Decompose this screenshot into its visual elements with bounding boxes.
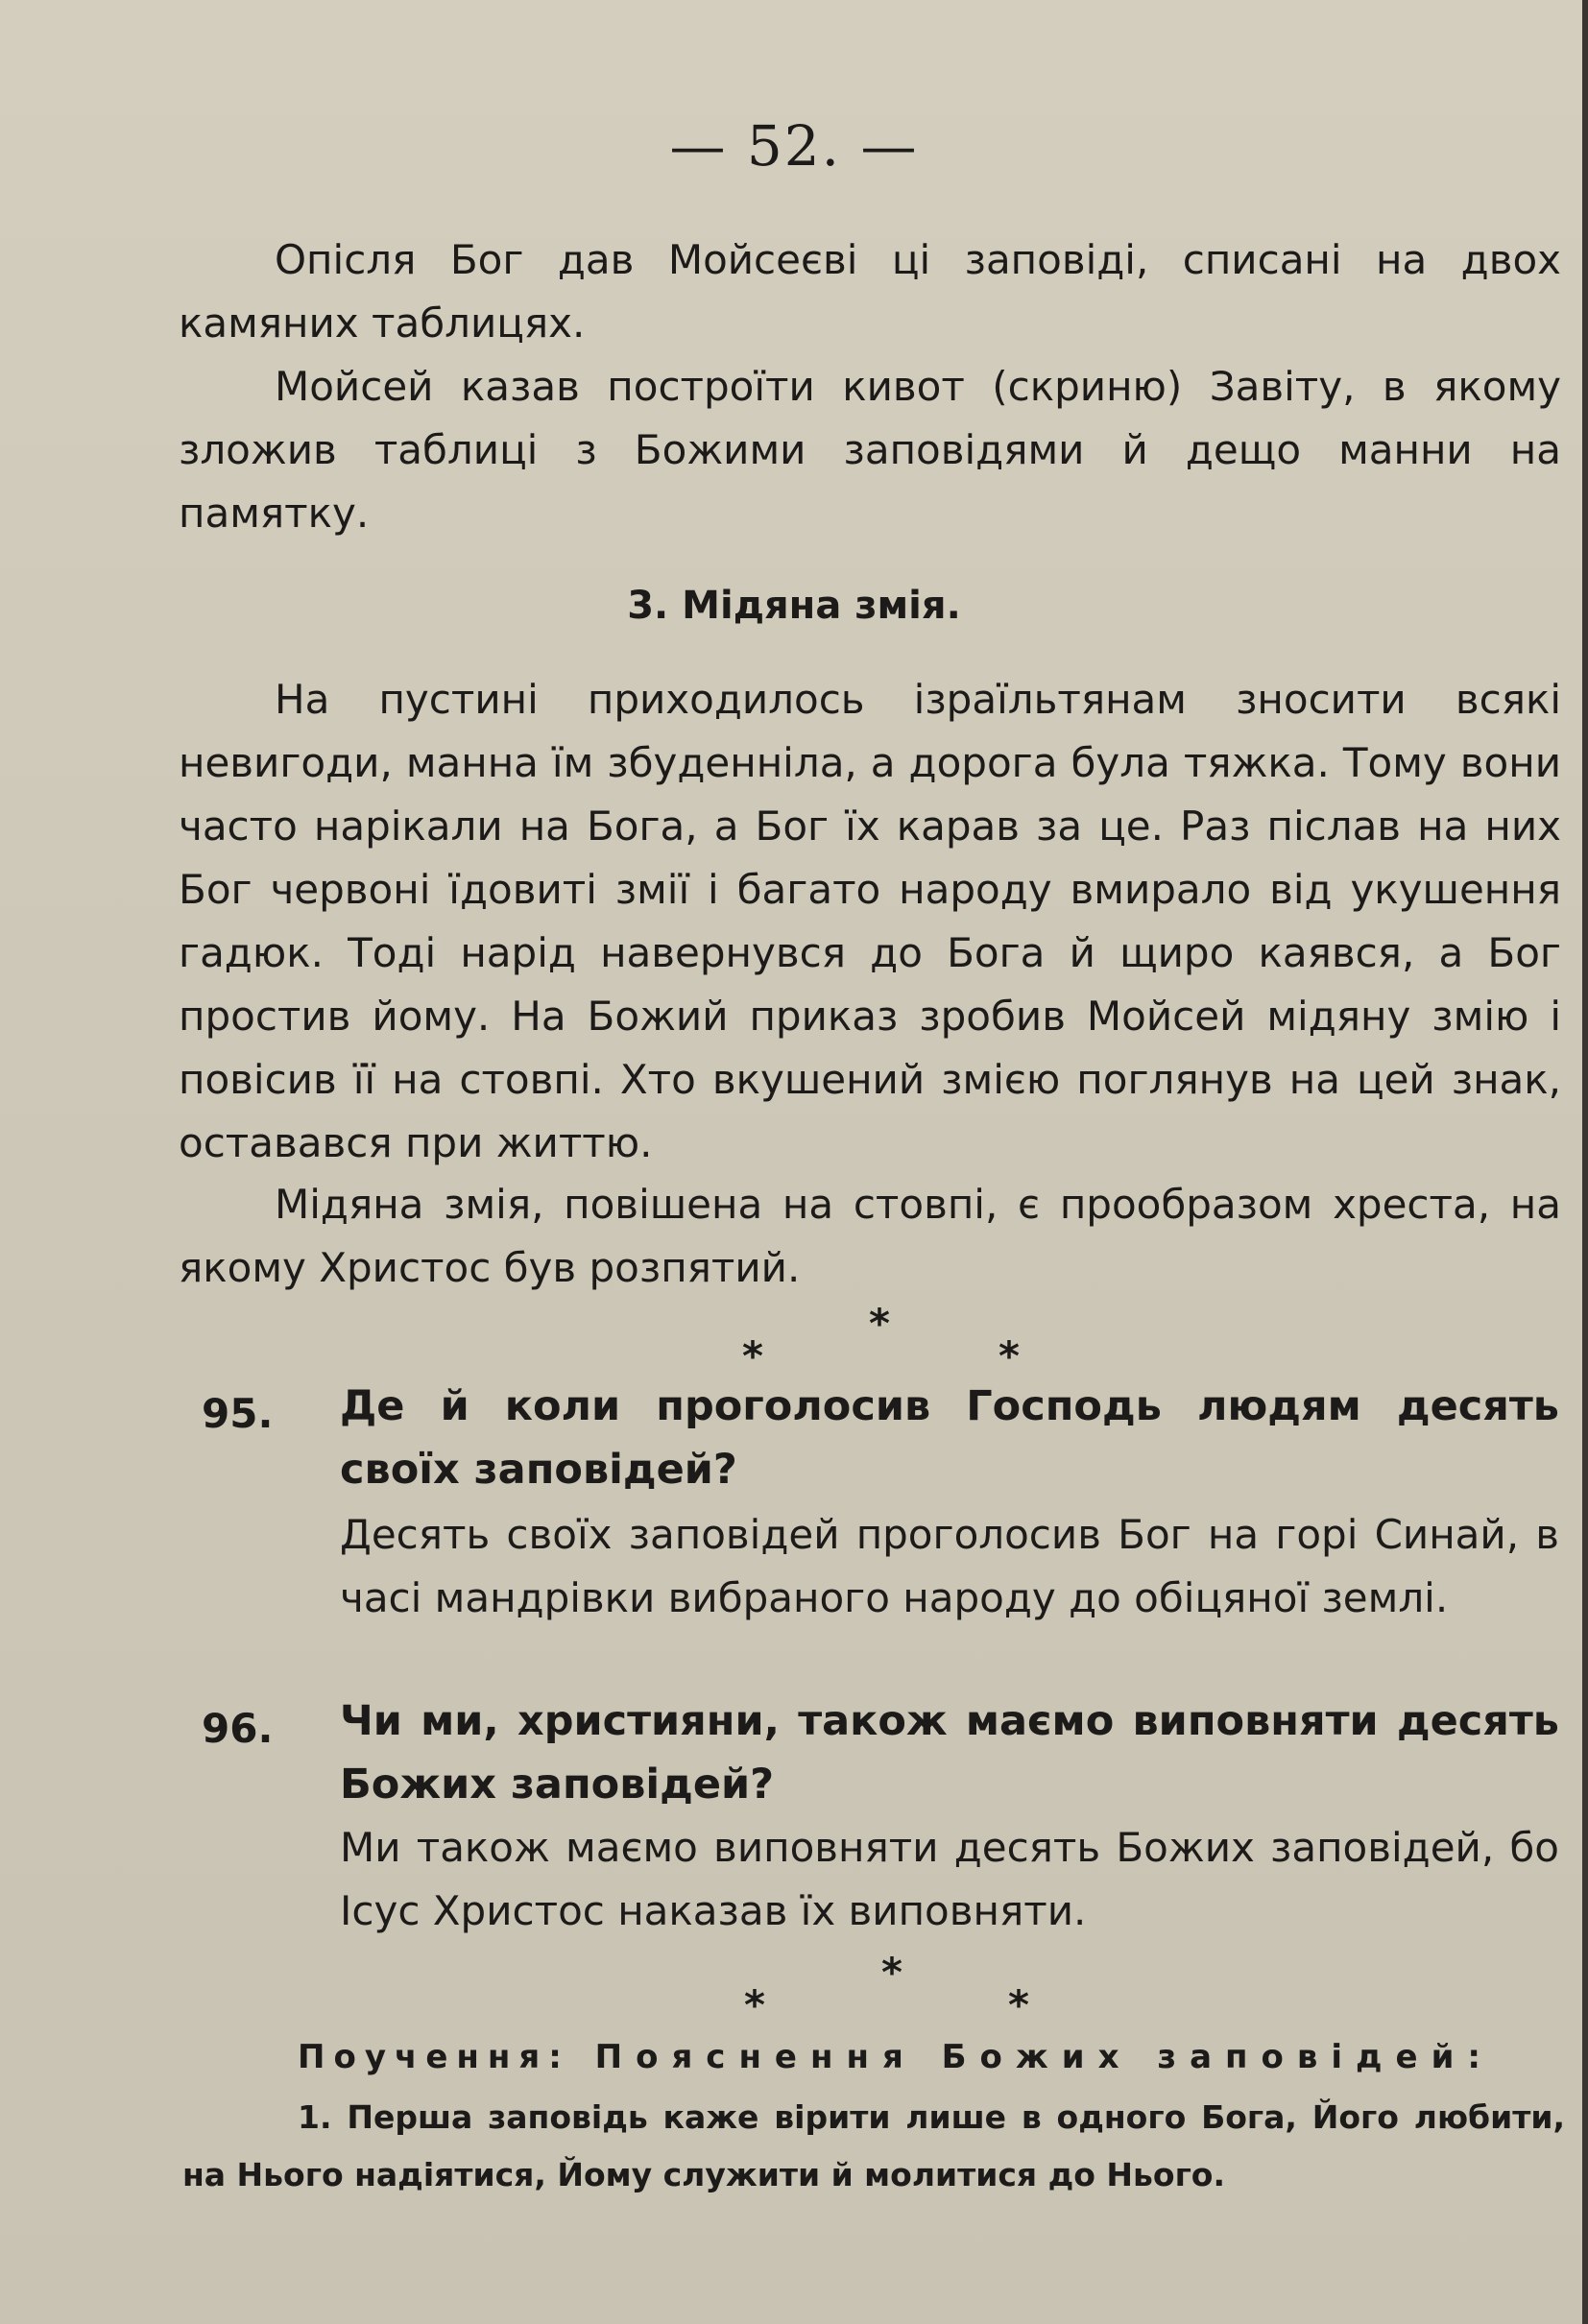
intro-paragraph-1-text: Опісля Бог дав Мойсеєві ці заповіді, списані на двох камяних таблицях. [179,236,1561,347]
section-paragraph-1-text: На пустині приходилось ізраїльтянам зносити всякі невигоди, манна їм збуденніла, а дорога була тяжка. Тому вони часто нарікали на Бога, а Бог їх карав за це. Раз післав на них Бог червоні їдовиті змії і багато народу вмирало від укушення гадюк. Тоді нарід навернувся до Бога й щиро каявся, а Бог простив йому. На Божий приказ зробив Мойсей мідяну змію і повісив її на стовпі. Хто вкушений змією поглянув на цей знак, оставався при життю. [179,676,1561,1166]
question-text: Де й коли проголосив Господь людям десять своїх заповідей? [340,1382,1559,1494]
section-divider-1 [0,1300,1588,1379]
lesson-title: Пояснення Божих заповідей: [594,2038,1494,2076]
section-heading: 3. Мідяна змія. [627,584,961,628]
lesson-item-1 [182,2089,1565,2204]
section-paragraph-2 [179,1173,1561,1300]
divider-star: * [1008,1981,1029,2028]
intro-paragraph-2-text: Мойсей казав построїти кивот (скриню) Завіту, в якому зложив таблиці з Божими заповідями й дещо манни на памятку. [179,363,1561,537]
question-number: 96. [202,1705,274,1752]
answer-text: Ми також маємо виповняти десять Божих заповідей, бо Ісус Христос наказав їх виповняти. [340,1824,1559,1934]
intro-paragraph-2 [179,355,1561,545]
page-number: — 52. — [669,113,919,179]
question-text: Чи ми, християни, також маємо виповняти десять Божих заповідей? [340,1697,1559,1809]
question-number: 95. [202,1390,274,1437]
lesson-heading [298,2038,1565,2076]
divider-star: * [881,1949,902,1996]
divider-star: * [999,1332,1020,1379]
divider-star: * [869,1300,890,1347]
divider-star: * [742,1332,763,1379]
section-divider-2 [0,1949,1588,2028]
divider-star: * [744,1981,765,2028]
section-paragraph-1 [179,668,1561,1175]
intro-paragraph-1 [179,228,1561,355]
section-paragraph-2-text: Мідяна змія, повішена на стовпі, є прообразом хреста, на якому Христос був розпятий. [179,1181,1561,1291]
lesson-label: Поучення: [298,2038,570,2076]
answer-text: Десять своїх заповідей проголосив Бог на горі Синай, в часі мандрівки вибраного народу до обіцяної землі. [340,1511,1559,1621]
lesson-item-1-text: 1. Перша заповідь каже вірити лише в одного Бога, Його любити, на Нього надіятися, Йому служити й молитися до Нього. [182,2098,1565,2193]
